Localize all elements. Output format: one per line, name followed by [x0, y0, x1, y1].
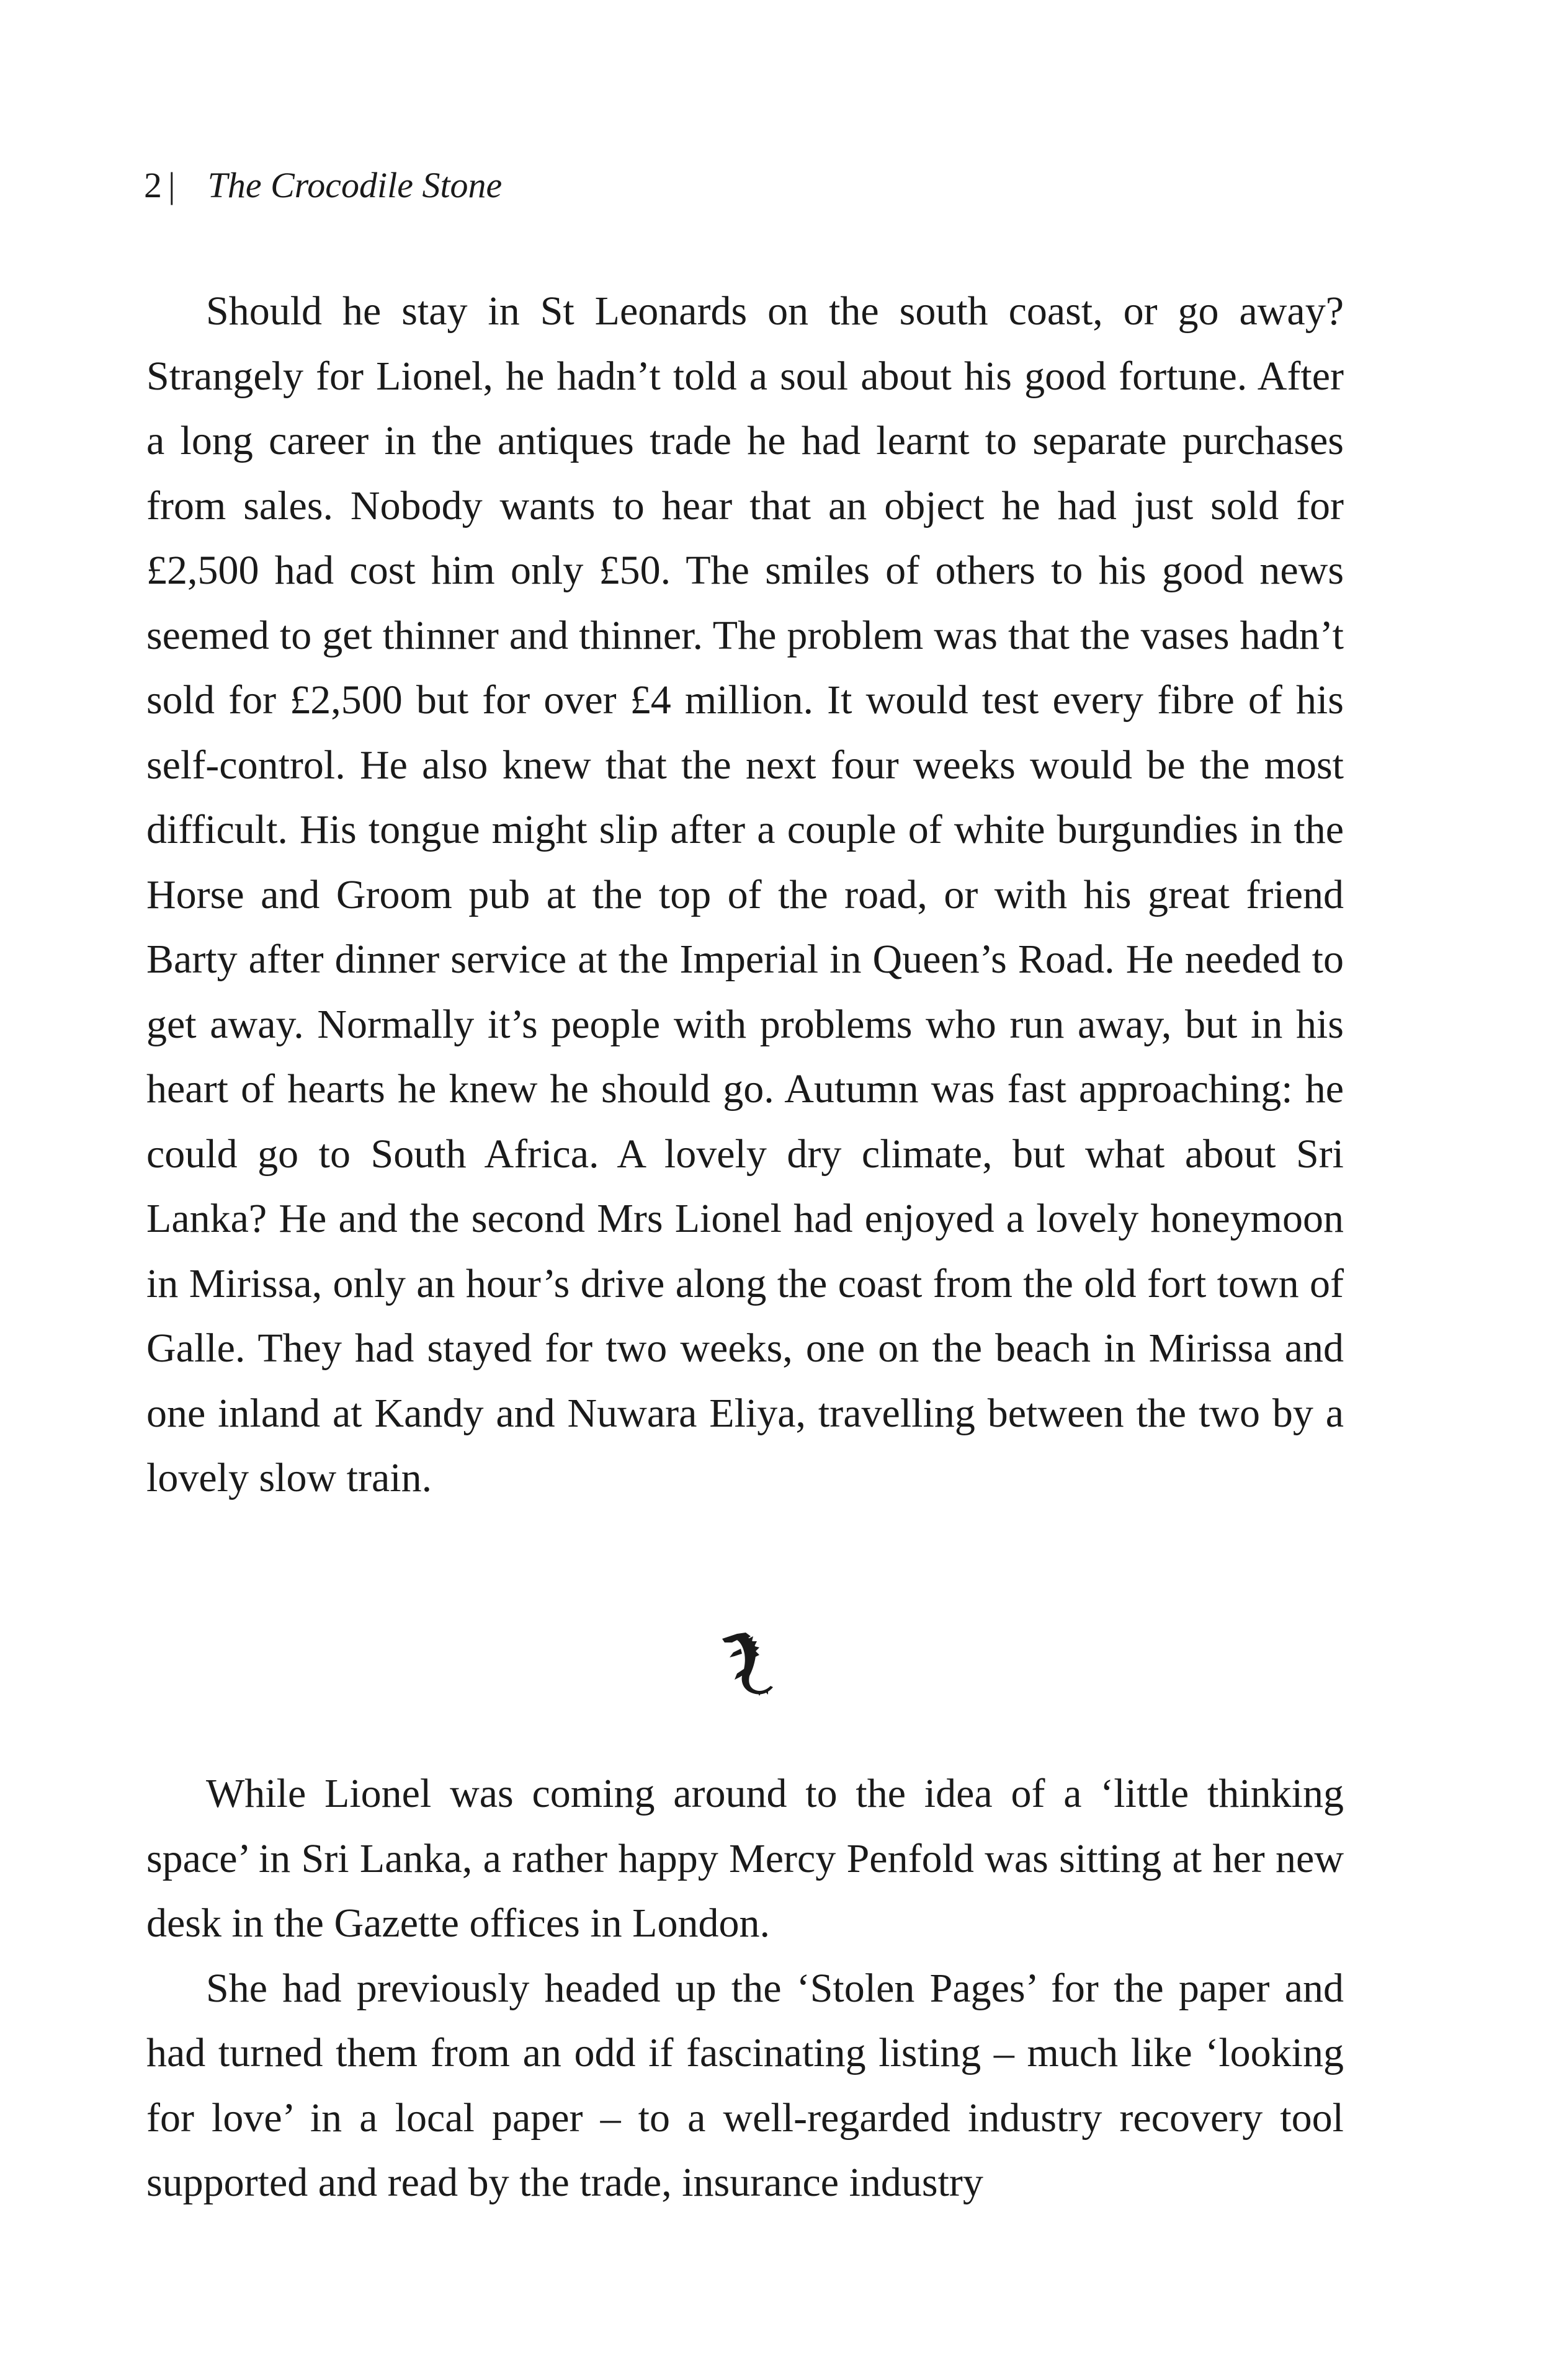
paragraph: While Lionel was coming around to the idea of a ‘little thinking space’ in Sri Lanka, a rather happy Mercy Penfold was sitting at her new desk in the Gazette offices in London.	[146, 1771, 1344, 1946]
header-separator: |	[168, 165, 176, 205]
paragraph: She had previously headed up the ‘Stolen Pages’ for the paper and had turned them from an odd if fascinating listing – much like ‘looking for love’ in a local paper – to a well-regarded industry recovery tool supported and read by the trade, insurance industry	[146, 1965, 1344, 2205]
paragraph: Should he stay in St Leonards on the south coast, or go away? Strangely for Lionel, he hadn’t told a soul about his good fortune. After a long career in the antiques trade he had learnt to separate purchases from sales. Nobody wants to hear that an object he had just sold for £2,500 had cost him only £50. The smiles of others to his good news seemed to get thinner and thinner. The problem was that the vases hadn’t sold for £2,500 but for over £4 million. It would test every fibre of his self-control. He also knew that the next four weeks would be the most difficult. His tongue might slip after a couple of white burgundies in the Horse and Groom pub at the top of the road, or with his great friend Barty after dinner service at the Imperial in Queen’s Road. He needed to get away. Normally it’s people with problems who run away, but in his heart of hearts he knew he should go. Autumn was fast approaching: he could go to South Africa. A lovely dry climate, but what about Sri Lanka? He and the second Mrs Lionel had enjoyed a lovely honeymoon in Mirissa, only an hour’s drive along the coast from the old fort town of Galle. They had stayed for two weeks, one on the beach in Mirissa and one inland at Kandy and Nuwara Eliya, travelling between the two by a lovely slow train.	[146, 288, 1344, 1500]
book-title: The Crocodile Stone	[207, 165, 503, 205]
running-header	[144, 167, 502, 203]
page-number: 2	[144, 165, 162, 205]
crocodile-icon	[718, 1630, 775, 1700]
text-block-two	[146, 1762, 1344, 2216]
text-block-one	[146, 279, 1344, 1511]
